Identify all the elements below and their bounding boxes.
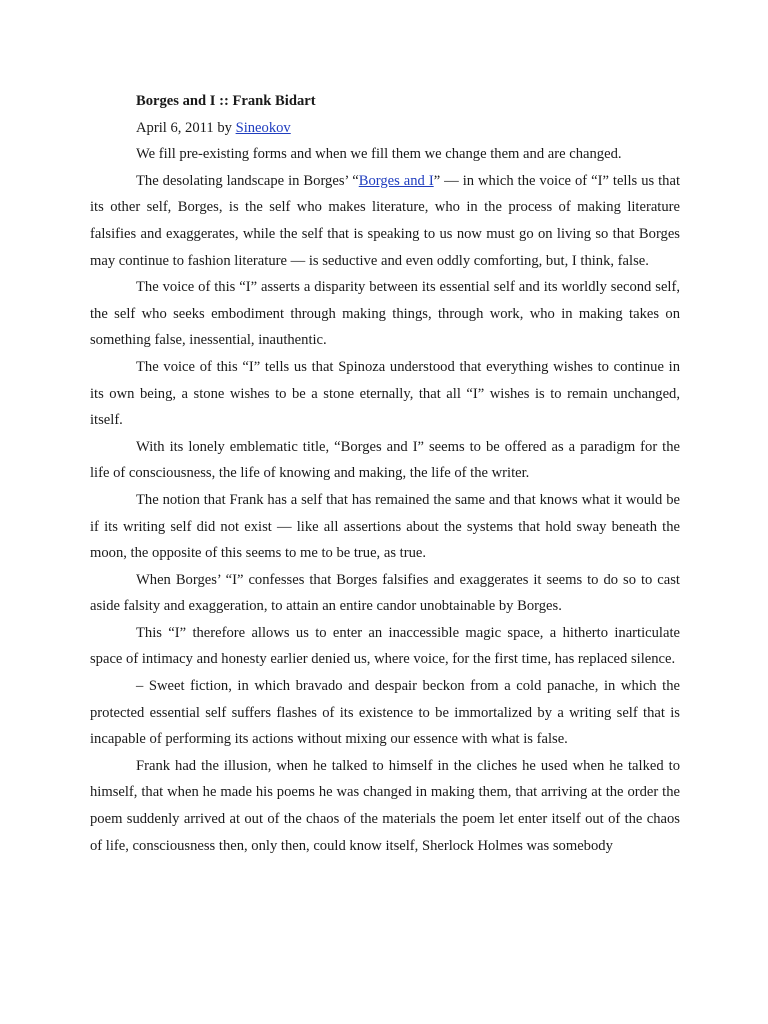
article-byline <box>90 115 680 142</box>
paragraph-1: We fill pre-existing forms and when we fill them we change them and are changed. <box>136 146 622 163</box>
paragraph-4: The voice of this “I” tells us that Spinoza understood that everything wishes to continue in its own being, a stone wishes to be a stone eternally, that all “I” wishes is to remain unchanged, itself. <box>90 358 680 429</box>
paragraph-2 <box>90 168 680 274</box>
article-body <box>90 88 680 859</box>
paragraph-7: When Borges’ “I” confesses that Borges falsifies and exaggerates it seems to do so to cast aside falsity and exaggeration, to attain an entire candor unobtainable by Borges. <box>90 571 680 615</box>
paragraph-2-start: The desolating landscape in Borges’ “ <box>136 172 359 189</box>
paragraph-9: – Sweet fiction, in which bravado and despair beckon from a cold panache, in which the protected essential self suffers flashes of its existence to be immortalized by a writing self that is incapable of performing its actions without mixing our essence with what is false. <box>90 678 680 748</box>
paragraph-6: The notion that Frank has a self that has remained the same and that knows what it would be if its writing self did not exist — like all assertions about the systems that hold sway beneath the moon, the opposite of this seems to me to be true, as true. <box>90 491 680 562</box>
borges-and-i-link[interactable]: Borges and I <box>358 172 434 189</box>
paragraph-8: This “I” therefore allows us to enter an inaccessible magic space, a hitherto inarticulate space of intimacy and honesty earlier denied us, where voice, for the first time, has replaced silence. <box>90 624 680 668</box>
paragraph-5: With its lonely emblematic title, “Borges and I” seems to be offered as a paradigm for the life of consciousness, the life of knowing and making, the life of the writer. <box>90 438 680 482</box>
paragraph-10: Frank had the illusion, when he talked to himself in the cliches he used when he talked to himself, that when he made his poems he was changed in making them, that arriving at the order the poem suddenly arrived at out of the chaos of the materials the poem let enter itself out of the chaos of life, consciousness then, only then, could know itself, Sherlock Holmes was somebody <box>90 757 680 854</box>
paragraph-2-rest: ” — in which the voice of “I” tells us that its other self, Borges, is the self who makes literature, who in the process of making literature falsifies and exaggerates, while the self that is speaking to us now must go on living so that Borges may continue to fashion literature — is seductive and even oddly comforting, but, I think, false. <box>90 172 681 269</box>
article-title: Borges and I :: Frank Bidart <box>136 93 316 109</box>
byline-date: April 6, 2011 by <box>136 119 236 136</box>
author-link[interactable]: Sineokov <box>235 119 291 136</box>
paragraph-3: The voice of this “I” asserts a disparity between its essential self and its worldly second self, the self who seeks embodiment through making things, through work, who in making takes on something false, inessential, inauthentic. <box>90 279 680 349</box>
